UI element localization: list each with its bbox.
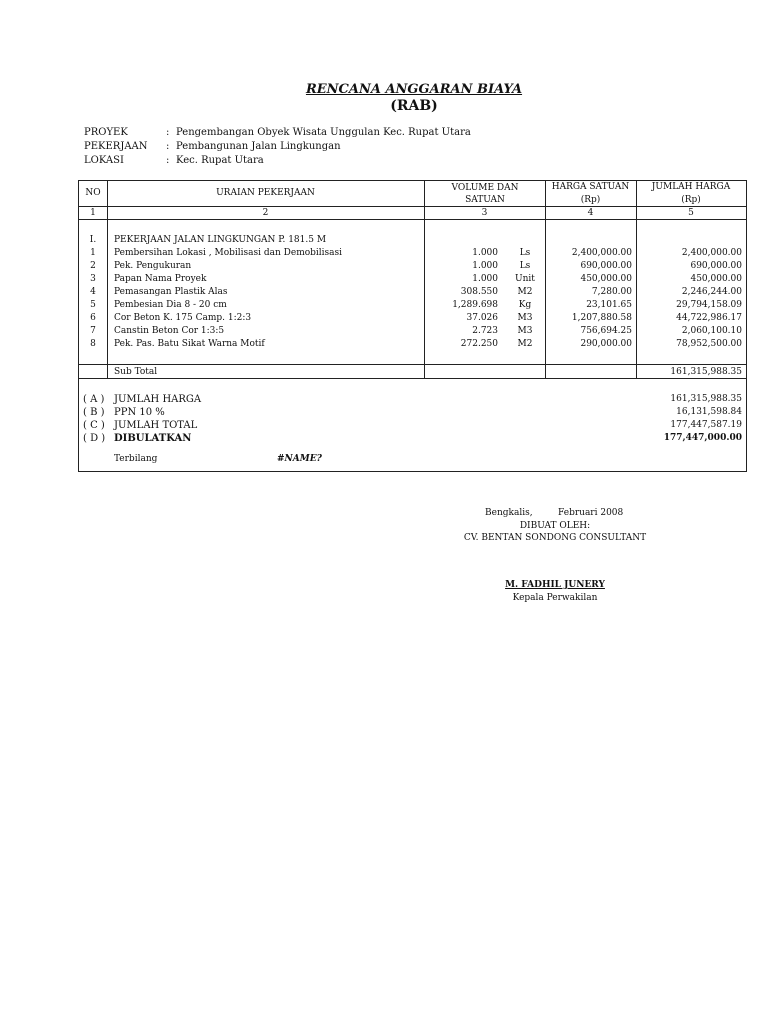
- row-uraian: Pek. Pengukuran: [114, 261, 192, 271]
- row-harga: 7,280.00: [591, 287, 632, 297]
- signature-date: Februari 2008: [558, 508, 624, 518]
- rab-table: [78, 180, 747, 472]
- summary-code: ( D ): [83, 433, 106, 444]
- row-harga: 756,694.25: [580, 326, 632, 336]
- col-number: 1: [90, 208, 96, 218]
- summary-label: PPN 10 %: [114, 407, 165, 418]
- signature-made-by: DIBUAT OLEH:: [519, 521, 591, 531]
- row-volume: 1.000: [472, 248, 498, 258]
- subtotal-label: Sub Total: [114, 367, 158, 377]
- info-key: PEKERJAAN: [84, 141, 148, 152]
- summary-value: 177,447,587.19: [670, 420, 742, 430]
- row-satuan: M3: [517, 326, 533, 336]
- header-no: NO: [85, 188, 101, 198]
- col-number: 2: [262, 208, 269, 218]
- row-no: 3: [90, 274, 96, 284]
- row-jumlah: 44,722,986.17: [676, 313, 742, 323]
- row-uraian: Pemasangan Plastik Alas: [114, 287, 228, 297]
- row-volume: 272.250: [460, 339, 498, 349]
- info-value: Kec. Rupat Utara: [176, 155, 264, 166]
- subtotal-bottom-line: [79, 378, 746, 379]
- signature-company: CV. BENTAN SONDONG CONSULTANT: [463, 533, 647, 543]
- row-no: 8: [90, 339, 96, 349]
- row-satuan: M2: [517, 287, 533, 297]
- row-jumlah: 78,952,500.00: [676, 339, 742, 349]
- row-jumlah: 2,060,100.10: [681, 326, 742, 336]
- section-no: I.: [89, 235, 97, 245]
- row-uraian: Papan Nama Proyek: [114, 274, 207, 284]
- row-uraian: Pembersihan Lokasi , Mobilisasi dan Demobilisasi: [114, 248, 343, 258]
- col-number: 4: [587, 208, 594, 218]
- info-colon: :: [166, 127, 170, 138]
- row-jumlah: 450,000.00: [690, 274, 742, 284]
- info-colon: :: [166, 141, 170, 152]
- row-no: 6: [90, 313, 96, 323]
- section-label: PEKERJAAN JALAN LINGKUNGAN P. 181.5 M: [114, 235, 327, 245]
- row-jumlah: 29,794,158.09: [676, 300, 742, 310]
- header-harga-unit: (Rp): [580, 195, 601, 205]
- col-number: 3: [481, 208, 488, 218]
- row-no: 2: [90, 261, 96, 271]
- row-uraian: Cor Beton K. 175 Camp. 1:2:3: [114, 313, 252, 323]
- header-divider: [79, 206, 746, 207]
- info-key: LOKASI: [84, 155, 124, 166]
- row-no: 4: [90, 287, 96, 297]
- info-value: Pengembangan Obyek Wisata Unggulan Kec. Rupat Utara: [176, 127, 471, 138]
- summary-value: 177,447,000.00: [663, 433, 742, 443]
- row-volume: 37.026: [466, 313, 498, 323]
- info-colon: :: [166, 155, 170, 166]
- row-satuan: Unit: [515, 274, 535, 284]
- header-uraian: URAIAN PEKERJAAN: [216, 188, 315, 198]
- row-satuan: Ls: [519, 261, 531, 271]
- row-volume: 1.000: [472, 261, 498, 271]
- document-title: RENCANA ANGGARAN BIAYA: [305, 82, 523, 97]
- terbilang-label: Terbilang: [114, 454, 158, 464]
- signature-name: M. FADHIL JUNERY: [505, 580, 605, 590]
- summary-label: DIBULATKAN: [114, 433, 192, 444]
- row-volume: 1.000: [472, 274, 498, 284]
- summary-label: JUMLAH HARGA: [114, 394, 202, 405]
- info-value: Pembangunan Jalan Lingkungan: [176, 141, 341, 152]
- document-subtitle: (RAB): [390, 98, 438, 114]
- summary-code: ( B ): [83, 407, 105, 418]
- row-volume: 1,289.698: [452, 300, 498, 310]
- header-jumlah-unit: (Rp): [681, 195, 701, 205]
- subtotal-top-line: [79, 364, 746, 365]
- row-satuan: Ls: [519, 248, 531, 258]
- row-harga: 1,207,880.58: [571, 313, 632, 323]
- row-harga: 290,000.00: [580, 339, 632, 349]
- row-jumlah: 690,000.00: [690, 261, 742, 271]
- signature-role: Kepala Perwakilan: [512, 593, 598, 603]
- row-jumlah: 2,246,244.00: [681, 287, 742, 297]
- summary-code: ( A ): [83, 394, 105, 405]
- row-jumlah: 2,400,000.00: [681, 248, 742, 258]
- row-uraian: Pek. Pas. Batu Sikat Warna Motif: [114, 339, 265, 349]
- header-jumlah: JUMLAH HARGA: [651, 182, 731, 192]
- row-harga: 450,000.00: [580, 274, 632, 284]
- header-harga: HARGA SATUAN: [551, 182, 630, 192]
- row-harga: 23,101.65: [586, 300, 632, 310]
- header-volume: VOLUME DAN SATUAN: [451, 183, 519, 205]
- summary-label: JUMLAH TOTAL: [114, 420, 198, 431]
- summary-value: 161,315,988.35: [670, 394, 742, 404]
- row-no: 1: [90, 248, 96, 258]
- signature-place: Bengkalis,: [485, 508, 533, 518]
- summary-code: ( C ): [83, 420, 105, 431]
- row-uraian: Canstin Beton Cor 1:3:5: [114, 326, 225, 336]
- summary-value: 16,131,598.84: [676, 407, 742, 417]
- row-uraian: Pembesian Dia 8 - 20 cm: [114, 300, 227, 310]
- row-volume: 308.550: [460, 287, 498, 297]
- info-key: PROYEK: [84, 127, 128, 138]
- row-volume: 2.723: [472, 326, 498, 336]
- col-number: 5: [688, 208, 694, 218]
- terbilang-value: #NAME?: [277, 454, 322, 464]
- row-no: 5: [90, 300, 96, 310]
- subtotal-value: 161,315,988.35: [670, 367, 742, 377]
- row-harga: 690,000.00: [580, 261, 632, 271]
- row-satuan: M2: [517, 339, 533, 349]
- row-satuan: M3: [517, 313, 533, 323]
- row-harga: 2,400,000.00: [571, 248, 632, 258]
- col-number-divider: [79, 219, 746, 220]
- row-no: 7: [90, 326, 96, 336]
- row-satuan: Kg: [518, 300, 532, 310]
